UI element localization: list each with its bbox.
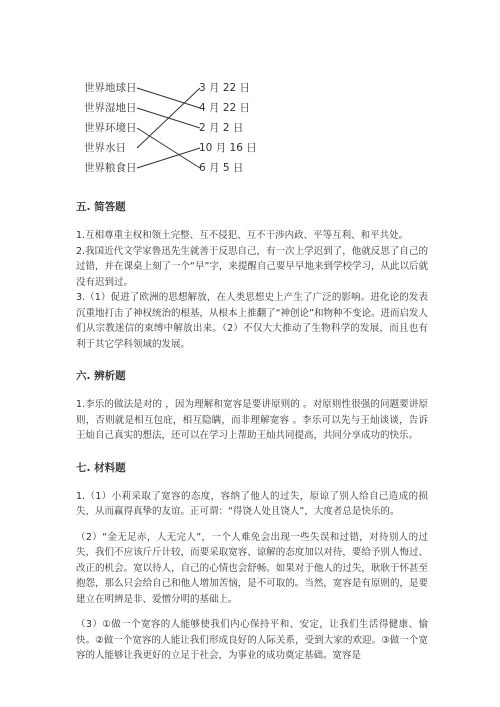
match-right-item: 2 月 2 日 [199,122,244,134]
match-connector-line [137,148,200,168]
answer-paragraph: （3）①做一个宽容的人能够使我们内心保持平和、安定，让我们生活得健康、愉快。②做一个宽容的人能让我们形成良好的人际关系，受到大家的欢迎。③做一个宽容的人能够让我更好的立足于社会，为事业的成功奠定基础。宽容是 [76,619,428,661]
match-left-item: 世界水日 [84,142,126,154]
matching-exercise [0,0,500,190]
section-heading: 七. 材料题 [76,461,126,474]
match-left-item: 世界环境日 [84,122,137,134]
answer-paragraph: 1.（1）小莉采取了宽容的态度，容纳了他人的过失，原谅了别人给自己造成的损失，从而赢得真挚的友谊。正可谓：“得饶人处且饶人”，大度者总是快乐的。 [76,490,428,517]
answer-content [76,200,428,664]
answer-paragraph: （2）“金无足赤，人无完人”，一个人难免会出现一些失误和过错，对待别人的过失，我们不应该斤斤计较，而要采取宽容、谅解的态度加以对待，要给予别人悔过、改正的机会。宽以待人，自己的心情也会舒畅。如果对于他人的过失，耿耿于怀甚至抱怨，那么只会给自己和他人增加苦恼，是不可取的。当然，宽容是有原则的，是要建立在明辨是非、爱憎分明的基础上。 [76,531,428,605]
section-heading: 五. 简答题 [76,201,126,213]
match-right-item: 3 月 22 日 [199,82,251,94]
match-right-item: 4 月 22 日 [199,102,251,114]
match-left-item: 世界湿地日 [84,102,137,114]
section-heading: 六. 辨析题 [76,370,126,382]
answer-paragraph: 1.互相尊重主权和领土完整、互不侵犯、互不干涉内政、平等互利、和平共处。 [76,230,409,241]
match-connector-line [137,88,200,108]
matching-lines [0,0,500,190]
match-right-item: 10 月 16 日 [199,142,257,154]
match-left-item: 世界地球日 [84,82,137,94]
match-connector-line [137,88,200,148]
match-left-item: 世界粮食日 [84,162,137,174]
match-right-item: 6 月 5 日 [199,162,244,174]
answer-paragraph: 2.我国近代文学家鲁迅先生就善于反思自己，有一次上学迟到了，他就反思了自己的过错，并在课桌上刻了一个“早”字，来提醒自己要早早地来到学校学习，从此以后就没有迟到过。 [76,245,428,288]
match-connector-line [137,128,200,168]
answer-paragraph: 3.（1）促进了欧洲的思想解放，在人类思想史上产生了广泛的影响。进化论的发表沉重地打击了神权统治的根基，从根本上推翻了“神创论”和物种不变论。进而启发人们从宗教迷信的束缚中解放出来。（2）不仅大大推动了生物科学的发展，而且也有利于其它学科领域的发展。 [76,292,428,350]
answer-paragraph: 1.李乐的做法是对的 ，因为理解和宽容是要讲原则的 。对原则性很强的问题要讲原则，否则就是相互包庇，相互隐瞒，而非理解宽容 。李乐可以先与王灿谈谈，告诉王灿自己真实的想法，还可以在学习上帮助王灿共同提高，共同分享成功的快乐。 [76,399,428,441]
